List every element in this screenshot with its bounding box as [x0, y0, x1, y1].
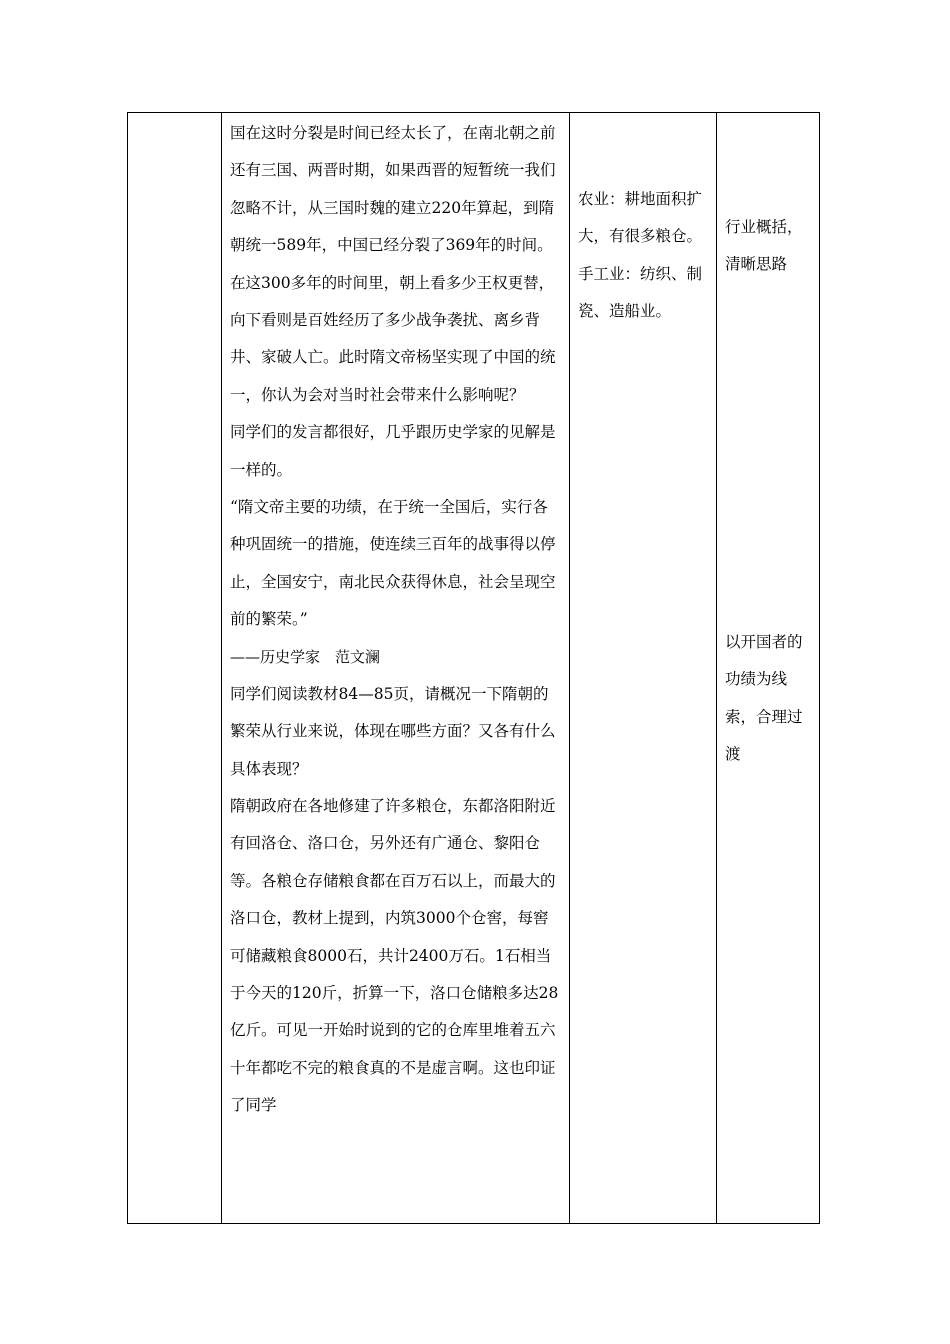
table-row — [128, 113, 820, 1224]
teaching-process-cell — [222, 113, 570, 1224]
paragraph-reading-task: 同学们阅读教材84—85页，请概况一下隋朝的繁荣从行业来说，体现在哪些方面？又各有什么具体表现？ — [230, 684, 556, 778]
paragraph-quote: “隋文帝主要的功绩，在于统一全国后，实行各种巩固统一的措施，使连续三百年的战事得以停止，全国安宁，南北民众获得休息，社会呈现空前的繁荣。” — [230, 498, 556, 629]
student-activity-cell — [570, 113, 717, 1224]
lesson-plan-table — [127, 112, 820, 1224]
handicraft-note: 手工业：纺织、制瓷、造船业。 — [578, 264, 703, 321]
agriculture-note: 农业：耕地面积扩大，有很多粮仓。 — [578, 190, 703, 246]
design-intent-cell — [717, 113, 820, 1224]
empty-column — [128, 113, 222, 1224]
intent-note-1: 行业概括，清晰思路 — [725, 218, 803, 274]
paragraph-praise: 同学们的发言都很好，几乎跟历史学家的见解是一样的。 — [230, 423, 556, 479]
paragraph-unification: 国在这时分裂是时间已经太长了，在南北朝之前还有三国、两晋时期，如果西晋的短暂统一我们忽略不计，从三国时魏的建立220年算起，到隋朝统一589年，中国已经分裂了369年的时间。在这300多年的时间里，朝上看多少王权更替，向下看则是百姓经历了多少战争袭扰、离乡背井、家破人亡。此时隋文帝杨坚实现了中国的统一，你认为会对当时社会带来什么影响呢？ — [230, 124, 556, 404]
paragraph-granaries: 隋朝政府在各地修建了许多粮仓，东都洛阳附近有回洛仓、洛口仓，另外还有广通仓、黎阳仓等。各粮仓存储粮食都在百万石以上，而最大的洛口仓，教材上提到，内筑3000个仓窖，每窖可储藏粮食8000石，共计2400万石。1石相当于今天的120斤，折算一下，洛口仓储粮多达28亿斤。可见一开始时说到的它的仓库里堆着五六十年都吃不完的粮食真的不是虚言啊。这也印证了同学 — [230, 796, 559, 1115]
quote-attribution: ——历史学家 范文澜 — [230, 647, 381, 666]
intent-note-2: 以开国者的功绩为线索，合理过渡 — [725, 632, 803, 764]
